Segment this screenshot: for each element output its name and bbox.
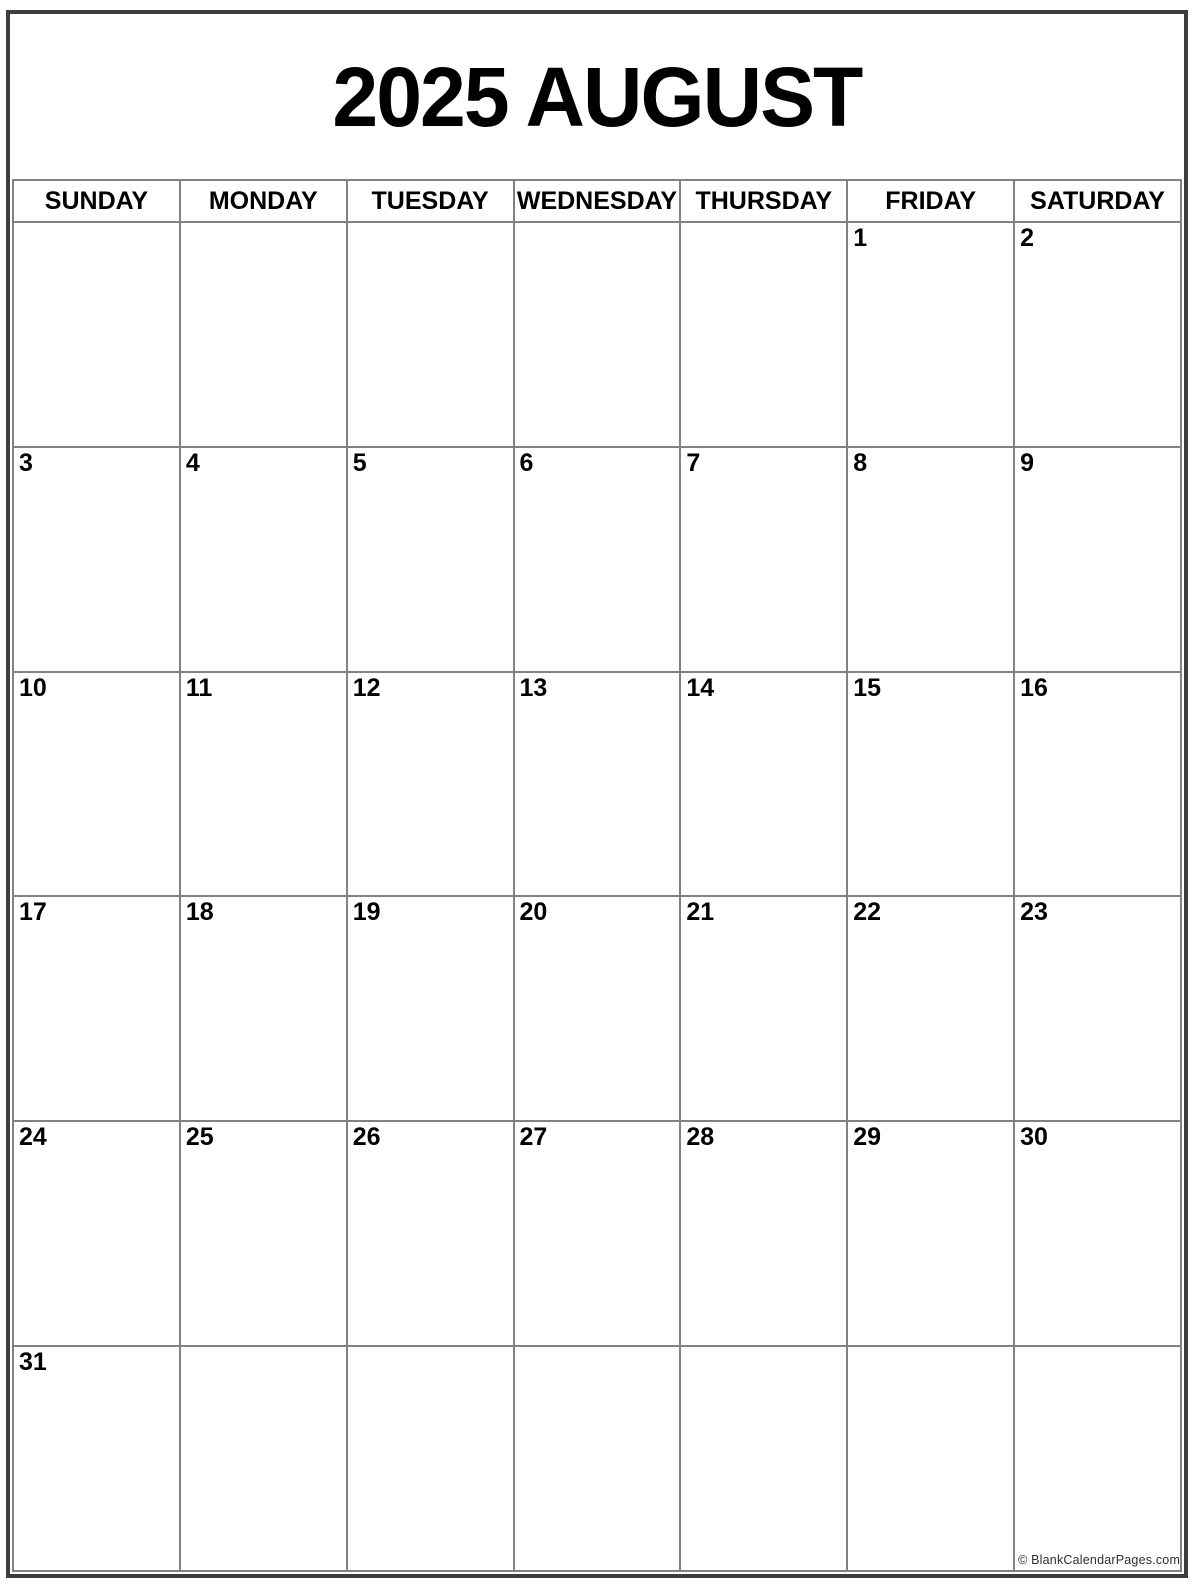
day-cell-10: [13, 672, 180, 897]
day-cell-22: [847, 896, 1014, 1121]
day-cell-15: [847, 672, 1014, 897]
day-number: 20: [519, 898, 548, 927]
empty-day-cell: [347, 222, 514, 447]
day-cell-26: [347, 1121, 514, 1346]
empty-day-cell: [1014, 1346, 1181, 1571]
day-cell-7: [680, 447, 847, 672]
empty-day-cell: [847, 1346, 1014, 1571]
day-number: 5: [352, 448, 367, 477]
empty-day-cell: [680, 222, 847, 447]
day-cell-23: [1014, 896, 1181, 1121]
day-number: 11: [185, 673, 213, 702]
day-cell-14: [680, 672, 847, 897]
weekday-header-friday: FRIDAY: [847, 180, 1014, 222]
week-row-5: [13, 1121, 1181, 1346]
day-cell-18: [180, 896, 347, 1121]
empty-day-cell: [680, 1346, 847, 1571]
day-cell-11: [180, 672, 347, 897]
empty-day-cell: [180, 1346, 347, 1571]
empty-day-cell: [514, 222, 681, 447]
day-cell-31: [13, 1346, 180, 1571]
calendar-grid: [13, 222, 1181, 1571]
day-number: 16: [1020, 673, 1048, 702]
day-number: 27: [519, 1123, 548, 1152]
day-number: 7: [686, 448, 701, 477]
day-number: 4: [185, 448, 200, 477]
day-cell-27: [514, 1121, 681, 1346]
day-cell-28: [680, 1121, 847, 1346]
day-cell-30: [1014, 1121, 1181, 1346]
day-number: 22: [853, 898, 882, 927]
day-number: 23: [1020, 898, 1048, 927]
day-cell-16: [1014, 672, 1181, 897]
day-number: 14: [686, 673, 715, 702]
week-row-1: [13, 222, 1181, 447]
copyright-text: © BlankCalendarPages.com: [1018, 1553, 1181, 1567]
day-cell-19: [347, 896, 514, 1121]
day-number: 25: [185, 1123, 214, 1152]
day-number: 19: [352, 898, 381, 927]
calendar-table: [12, 179, 1182, 1572]
day-cell-6: [514, 447, 681, 672]
day-cell-5: [347, 447, 514, 672]
weekday-header-sunday: SUNDAY: [13, 180, 180, 222]
empty-day-cell: [180, 222, 347, 447]
day-number: 9: [1020, 448, 1034, 477]
day-number: 29: [853, 1123, 882, 1152]
weekday-header-tuesday: TUESDAY: [347, 180, 514, 222]
day-cell-1: [847, 222, 1014, 447]
day-cell-3: [13, 447, 180, 672]
title-area: [12, 16, 1182, 179]
weekday-header-wednesday: WEDNESDAY: [514, 180, 681, 222]
day-number: 30: [1020, 1123, 1048, 1152]
empty-day-cell: [514, 1346, 681, 1571]
day-cell-4: [180, 447, 347, 672]
day-cell-29: [847, 1121, 1014, 1346]
day-number: 31: [19, 1348, 47, 1377]
day-cell-2: [1014, 222, 1181, 447]
week-row-2: [13, 447, 1181, 672]
day-number: 15: [853, 673, 882, 702]
week-row-3: [13, 672, 1181, 897]
calendar-frame: [6, 10, 1188, 1578]
weekday-header-monday: MONDAY: [180, 180, 347, 222]
week-row-6: [13, 1346, 1181, 1571]
day-cell-24: [13, 1121, 180, 1346]
day-number: 26: [352, 1123, 381, 1152]
day-number: 18: [185, 898, 214, 927]
day-number: 24: [19, 1123, 47, 1152]
empty-day-cell: [13, 222, 180, 447]
weekday-header-thursday: THURSDAY: [680, 180, 847, 222]
empty-day-cell: [347, 1346, 514, 1571]
day-number: 13: [519, 673, 548, 702]
day-cell-25: [180, 1121, 347, 1346]
day-number: 1: [853, 224, 868, 252]
day-number: 6: [519, 448, 534, 477]
day-number: 2: [1020, 224, 1034, 252]
day-number: 17: [19, 898, 47, 927]
day-number: 12: [352, 673, 381, 702]
day-cell-8: [847, 447, 1014, 672]
day-cell-12: [347, 672, 514, 897]
weekday-header-row: [13, 180, 1181, 222]
day-cell-17: [13, 896, 180, 1121]
day-number: 8: [853, 448, 868, 477]
day-number: 21: [686, 898, 715, 927]
day-cell-20: [514, 896, 681, 1121]
day-cell-13: [514, 672, 681, 897]
day-number: 10: [19, 673, 47, 702]
day-number: 28: [686, 1123, 715, 1152]
day-number: 3: [19, 448, 33, 477]
day-cell-21: [680, 896, 847, 1121]
week-row-4: [13, 896, 1181, 1121]
weekday-header-saturday: SATURDAY: [1014, 180, 1181, 222]
day-cell-9: [1014, 447, 1181, 672]
calendar-title: 2025 AUGUST: [332, 50, 862, 144]
